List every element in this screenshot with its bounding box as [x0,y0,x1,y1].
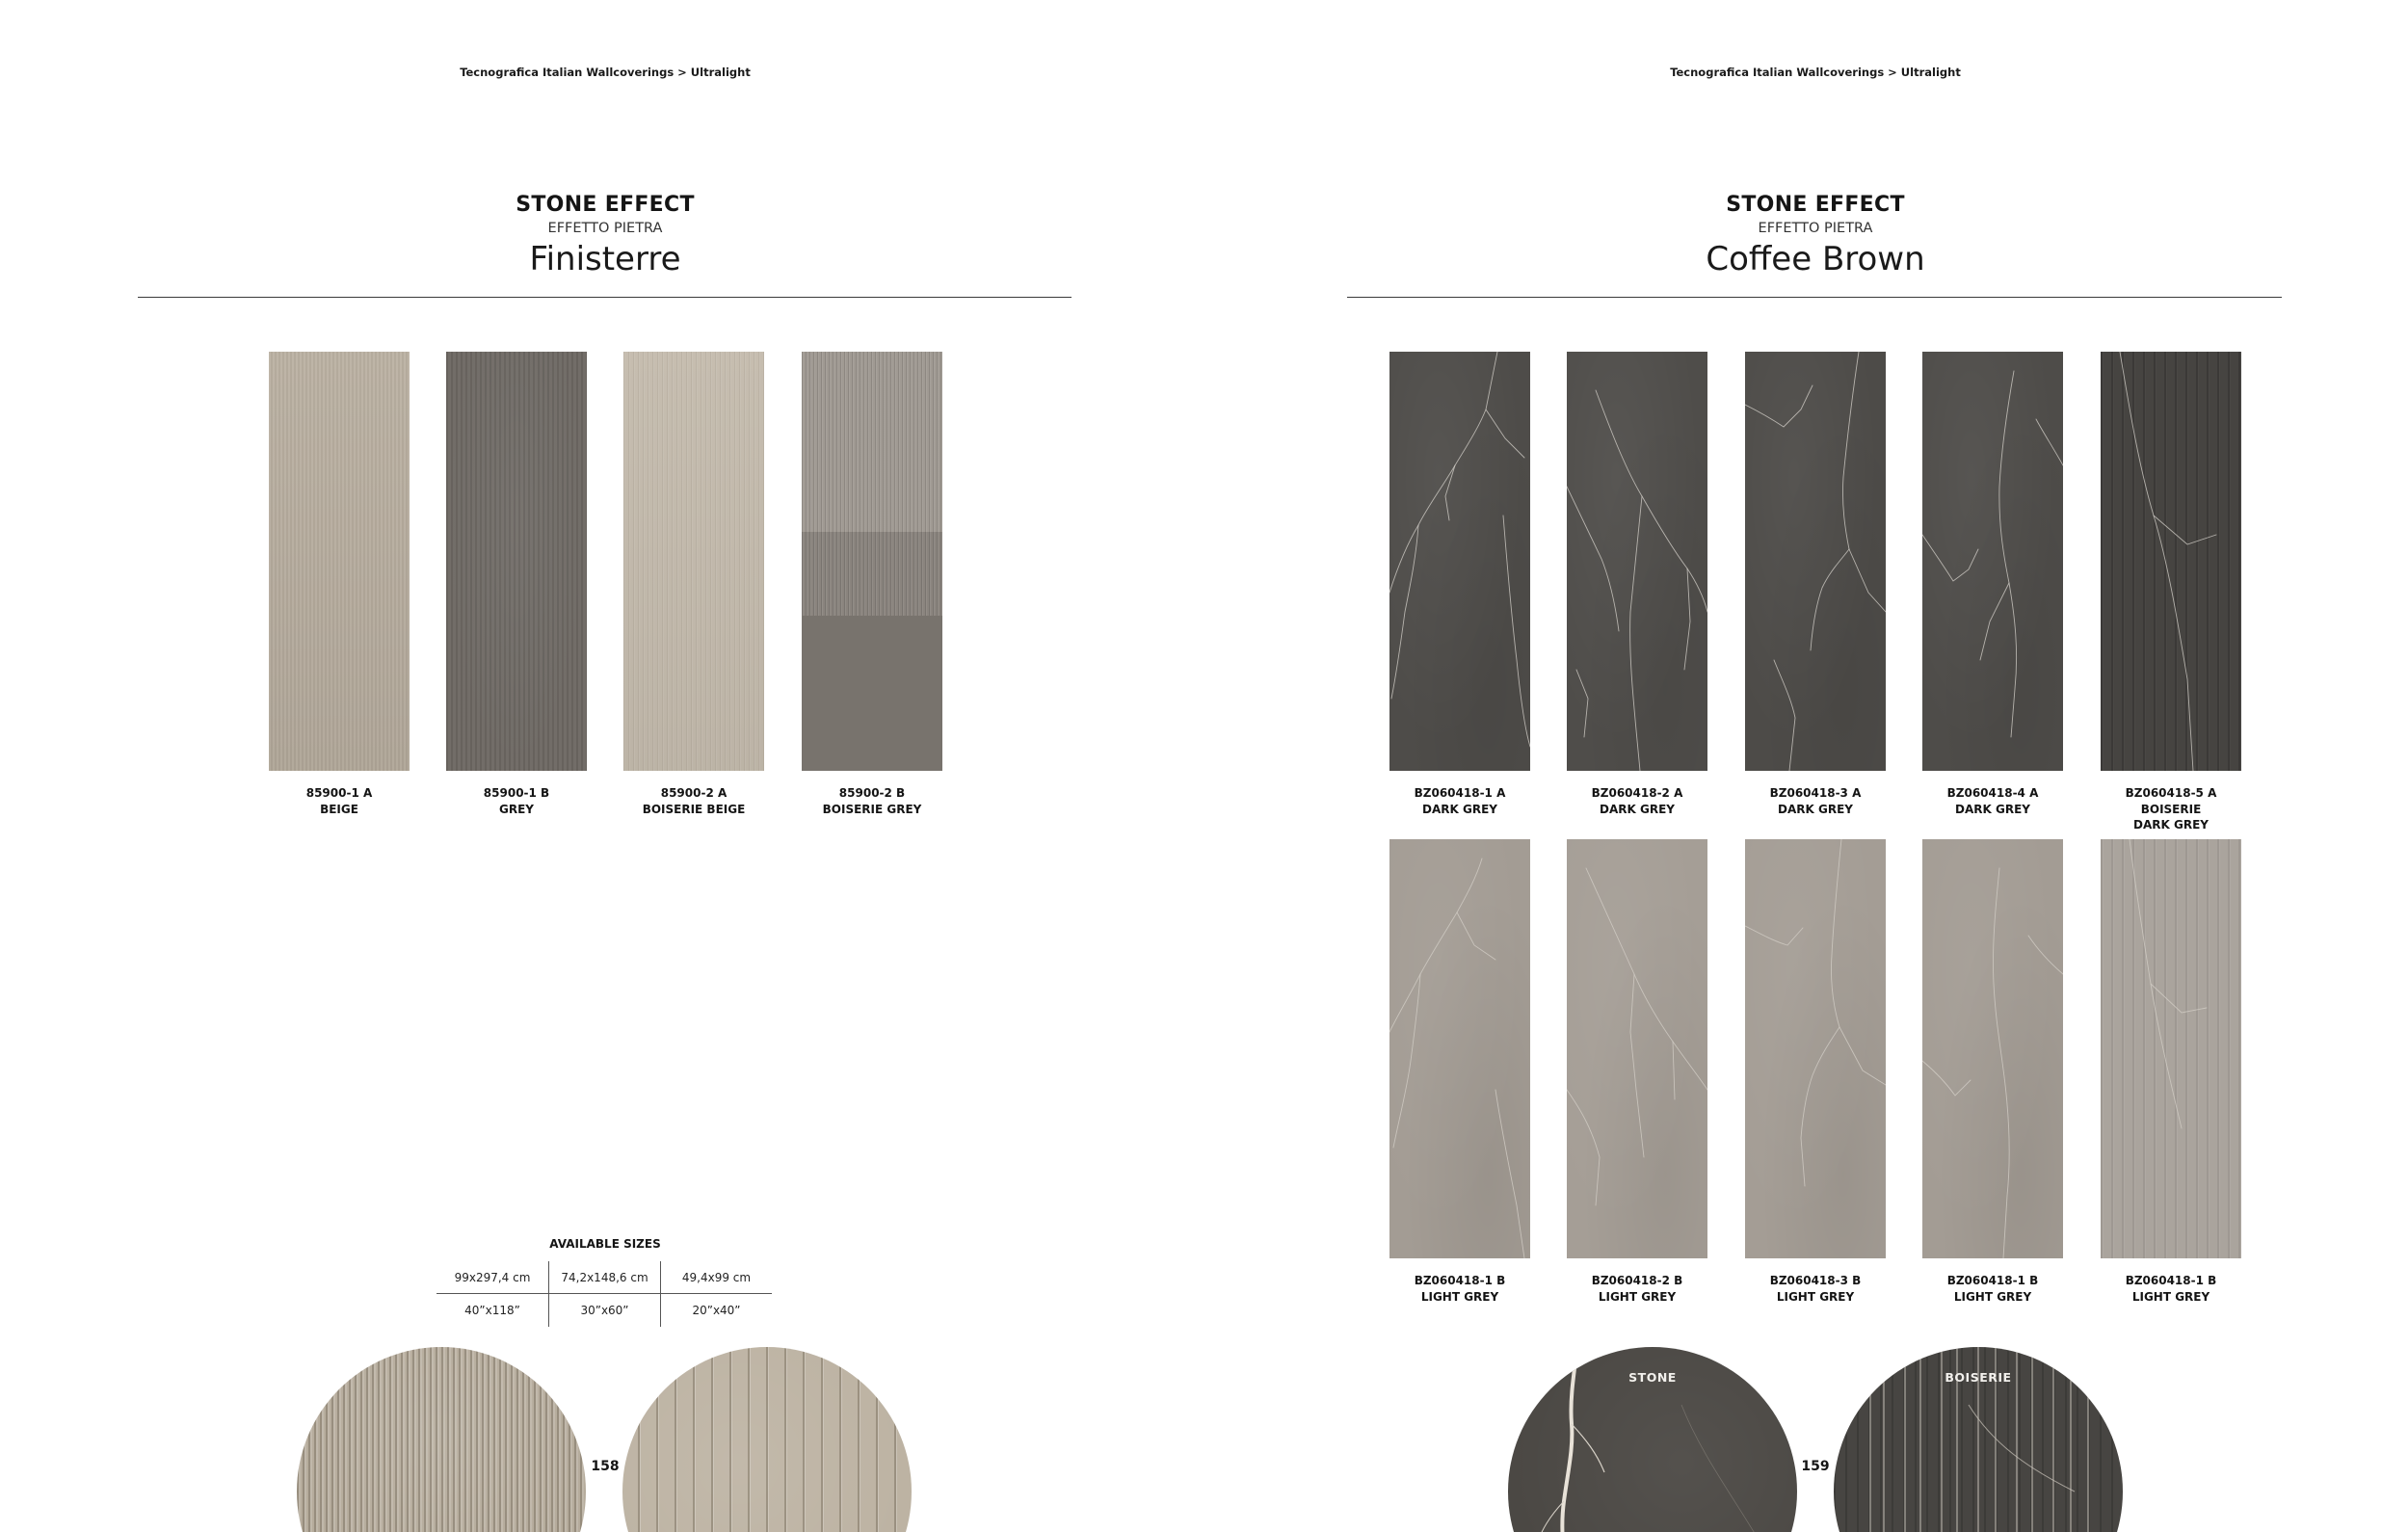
detail-swatch-circle [297,1347,586,1532]
category-subheading: EFFETTO PIETRA [1758,221,1873,236]
tile-swatch [1922,839,2063,1258]
tile-swatch [2101,352,2241,771]
tile-card [1745,839,1886,1305]
tile-label [2070,785,2272,833]
tile-code: BZ060418-1 B [2125,1274,2217,1287]
title-divider [138,297,1072,298]
marble-veins [2101,839,2241,1258]
detail-swatches [0,1347,1204,1532]
size-imperial: 40”x118” [437,1294,549,1327]
tile-label [238,785,440,817]
size-metric: 74,2x148,6 cm [549,1261,661,1294]
size-imperial: 20”x40” [692,1304,741,1317]
tile-name: LIGHT GREY [1420,1289,1499,1304]
tile-label [593,785,795,817]
tile-label [1892,785,2094,817]
tile-card [1745,352,1886,817]
tile-name: DARK GREY [1422,802,1497,816]
size-imperial: 30”x60” [549,1294,661,1327]
tile-label [415,785,618,817]
category-heading: STONE EFFECT [1726,193,1905,217]
detail-swatch-circle [622,1347,912,1532]
tile-card [623,352,764,817]
detail-swatch-circle [1834,1347,2123,1532]
tile-label [1892,1273,2094,1305]
tile-name: DARK GREY [1778,802,1853,816]
tile-swatch [446,352,587,771]
marble-veins [1389,839,1530,1258]
tile-card [802,352,942,817]
title-divider [1347,297,2282,298]
tile-card [1389,352,1530,817]
tile-swatch [1567,352,1707,771]
tile-name: GREY [499,802,534,816]
tile-name: LIGHT GREY [1953,1289,2032,1304]
tile-swatch [623,352,764,771]
tile-card [1567,839,1707,1305]
swatch-label: BOISERIE [1945,1370,2012,1385]
tile-code: BZ060418-2 A [1591,786,1683,800]
collection-title: Coffee Brown [1706,240,1925,278]
tile-name: BOISERIE DARK GREY [2133,802,2209,832]
swatch-label: STONE [1628,1370,1677,1385]
marble-veins [1745,352,1886,771]
tile-code: BZ060418-3 A [1769,786,1862,800]
tile-code: BZ060418-2 B [1591,1274,1683,1287]
tile-name: LIGHT GREY [2131,1289,2210,1304]
tile-label [1714,1273,1917,1305]
tile-name: BOISERIE BEIGE [642,802,746,816]
tile-label [2070,1273,2272,1305]
tile-code: BZ060418-4 A [1946,786,2039,800]
tile-swatch [269,352,410,771]
tile-code: BZ060418-1 B [1414,1274,1506,1287]
tile-code: 85900-1 A [305,786,373,800]
tile-card [1567,352,1707,817]
tile-label [771,785,973,817]
page-number: 158 [591,1459,620,1474]
tile-code: BZ060418-5 A [2125,786,2217,800]
tile-swatch [1567,839,1707,1258]
tile-code: 85900-1 B [483,786,550,800]
tile-swatch [1745,839,1886,1258]
marble-veins [1745,839,1886,1258]
tile-code: BZ060418-3 B [1769,1274,1862,1287]
tile-name: BOISERIE GREY [822,802,922,816]
tile-code: 85900-2 A [660,786,728,800]
tile-label [1536,785,1738,817]
tile-label [1536,1273,1738,1305]
tile-label [1359,785,1561,817]
marble-veins [1567,839,1707,1258]
tile-name: DARK GREY [1600,802,1675,816]
tile-swatch [1389,352,1530,771]
tile-card [1389,839,1530,1305]
marble-veins [1389,352,1530,771]
tile-name: DARK GREY [1955,802,2030,816]
category-heading: STONE EFFECT [516,193,695,217]
collection-title: Finisterre [529,240,681,278]
tile-label [1359,1273,1561,1305]
tile-card [1922,352,2063,817]
available-sizes-title: AVAILABLE SIZES [549,1237,661,1251]
detail-swatch-circle [1508,1347,1797,1532]
tile-code: 85900-2 B [838,786,906,800]
catalog-page-right [1204,0,2408,1532]
tile-name: LIGHT GREY [1598,1289,1677,1304]
tile-name: BEIGE [320,802,358,816]
marble-veins [1922,839,2063,1258]
available-sizes-table [437,1261,772,1327]
tile-card [1922,839,2063,1305]
category-subheading: EFFETTO PIETRA [547,221,663,236]
marble-veins [2101,352,2241,771]
marble-veins [1922,352,2063,771]
size-metric: 49,4x99 cm [661,1261,772,1294]
tile-card [2101,352,2241,833]
breadcrumb: Tecnografica Italian Wallcoverings > Ultralight [1670,66,1961,79]
tile-code: BZ060418-1 A [1414,786,1506,800]
tile-swatch [1389,839,1530,1258]
tile-swatch [802,352,942,771]
tile-swatch [2101,839,2241,1258]
tile-name: LIGHT GREY [1776,1289,1855,1304]
tile-code: BZ060418-1 B [1946,1274,2039,1287]
marble-veins [1567,352,1707,771]
tile-card [446,352,587,817]
breadcrumb: Tecnografica Italian Wallcoverings > Ultralight [460,66,751,79]
tile-label [1714,785,1917,817]
tile-swatch [1922,352,2063,771]
size-metric: 99x297,4 cm [437,1261,549,1294]
detail-swatches [1204,1347,2408,1532]
page-number: 159 [1801,1459,1830,1474]
tile-card [269,352,410,817]
tile-card [2101,839,2241,1305]
tile-swatch [1745,352,1886,771]
